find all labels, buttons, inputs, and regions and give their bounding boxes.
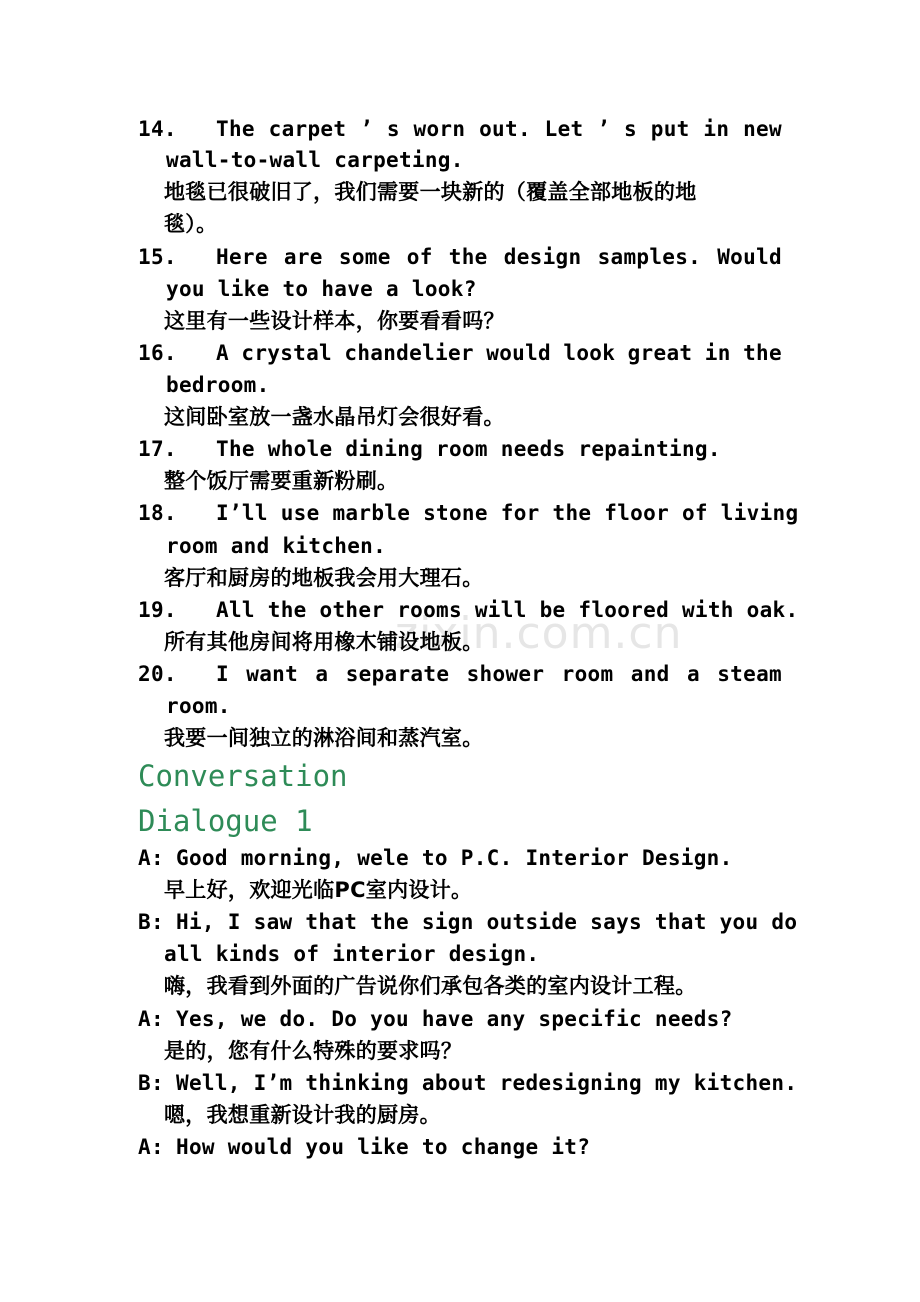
dialogue-chinese-translation: 嗯，我想重新设计我的厨房。	[164, 1103, 441, 1127]
item-chinese-translation: 这间卧室放一盏水晶吊灯会很好看。	[164, 405, 505, 429]
item-english-line: All the other rooms will be floored with oak.	[216, 598, 799, 622]
dialogue-speaker: A:	[138, 1135, 164, 1159]
item-number: 20.	[138, 662, 177, 686]
item-english-line: A crystal chandelier would look great in the	[216, 341, 782, 365]
item-chinese-translation: 所有其他房间将用橡木铺设地板。	[164, 630, 484, 654]
dialogue-speaker: B:	[138, 1071, 164, 1095]
item-number: 16.	[138, 341, 177, 365]
dialogue-english-line: Hi, I saw that the sign outside says that you do	[176, 910, 798, 934]
item-chinese-translation: 这里有一些设计样本，你要看看吗？	[164, 309, 505, 333]
item-english-continuation: wall-to-wall carpeting.	[166, 148, 464, 172]
section-heading-conversation: Conversation	[138, 759, 348, 793]
dialogue-speaker: B:	[138, 910, 164, 934]
dialogue-chinese-translation: 嗨，我看到外面的广告说你们承包各类的室内设计工程。	[164, 974, 697, 998]
dialogue-speaker: A:	[138, 846, 164, 870]
item-english-line: I’ll use marble stone for the floor of living	[216, 501, 799, 525]
dialogue-english-continuation: all kinds of interior design.	[164, 942, 540, 966]
section-heading-dialogue: Dialogue 1	[138, 804, 313, 838]
item-chinese-translation: 整个饭厅需要重新粉刷。	[164, 469, 399, 493]
dialogue-english-line: Well, I’m thinking about redesigning my kitchen.	[176, 1071, 798, 1095]
item-chinese-translation: 客厅和厨房的地板我会用大理石。	[164, 566, 484, 590]
item-number: 17.	[138, 437, 177, 461]
item-english-continuation: room.	[166, 694, 231, 718]
item-english-line: The whole dining room needs repainting.	[216, 437, 721, 461]
item-number: 15.	[138, 245, 177, 269]
watermark: zixin.com.cn	[395, 608, 683, 659]
item-number: 14.	[138, 117, 177, 141]
item-chinese-translation: 我要一间独立的淋浴间和蒸汽室。	[164, 726, 484, 750]
dialogue-english-line: Good morning, wele to P.C. Interior Design.	[176, 846, 733, 870]
item-number: 19.	[138, 598, 177, 622]
item-number: 18.	[138, 501, 177, 525]
item-chinese-continuation: 毯）。	[164, 212, 218, 236]
item-english-continuation: bedroom.	[166, 373, 270, 397]
item-english-line: Here are some of the design samples. Would	[216, 245, 782, 269]
dialogue-english-line: How would you like to change it?	[176, 1135, 591, 1159]
dialogue-chinese-translation: 是的，您有什么特殊的要求吗？	[164, 1039, 463, 1063]
dialogue-chinese-translation: 早上好，欢迎光临PC室内设计。	[164, 878, 473, 902]
item-english-line: I want a separate shower room and a steam	[216, 662, 782, 686]
dialogue-speaker: A:	[138, 1007, 164, 1031]
item-english-continuation: room and kitchen.	[166, 534, 387, 558]
dialogue-english-line: Yes, we do. Do you have any specific needs?	[176, 1007, 733, 1031]
item-english-continuation: you like to have a look?	[166, 277, 477, 301]
item-english-line: The carpet ’ s worn out. Let ’ s put in new	[216, 117, 782, 141]
item-chinese-translation: 地毯已很破旧了，我们需要一块新的（覆盖全部地板的地	[164, 180, 697, 204]
